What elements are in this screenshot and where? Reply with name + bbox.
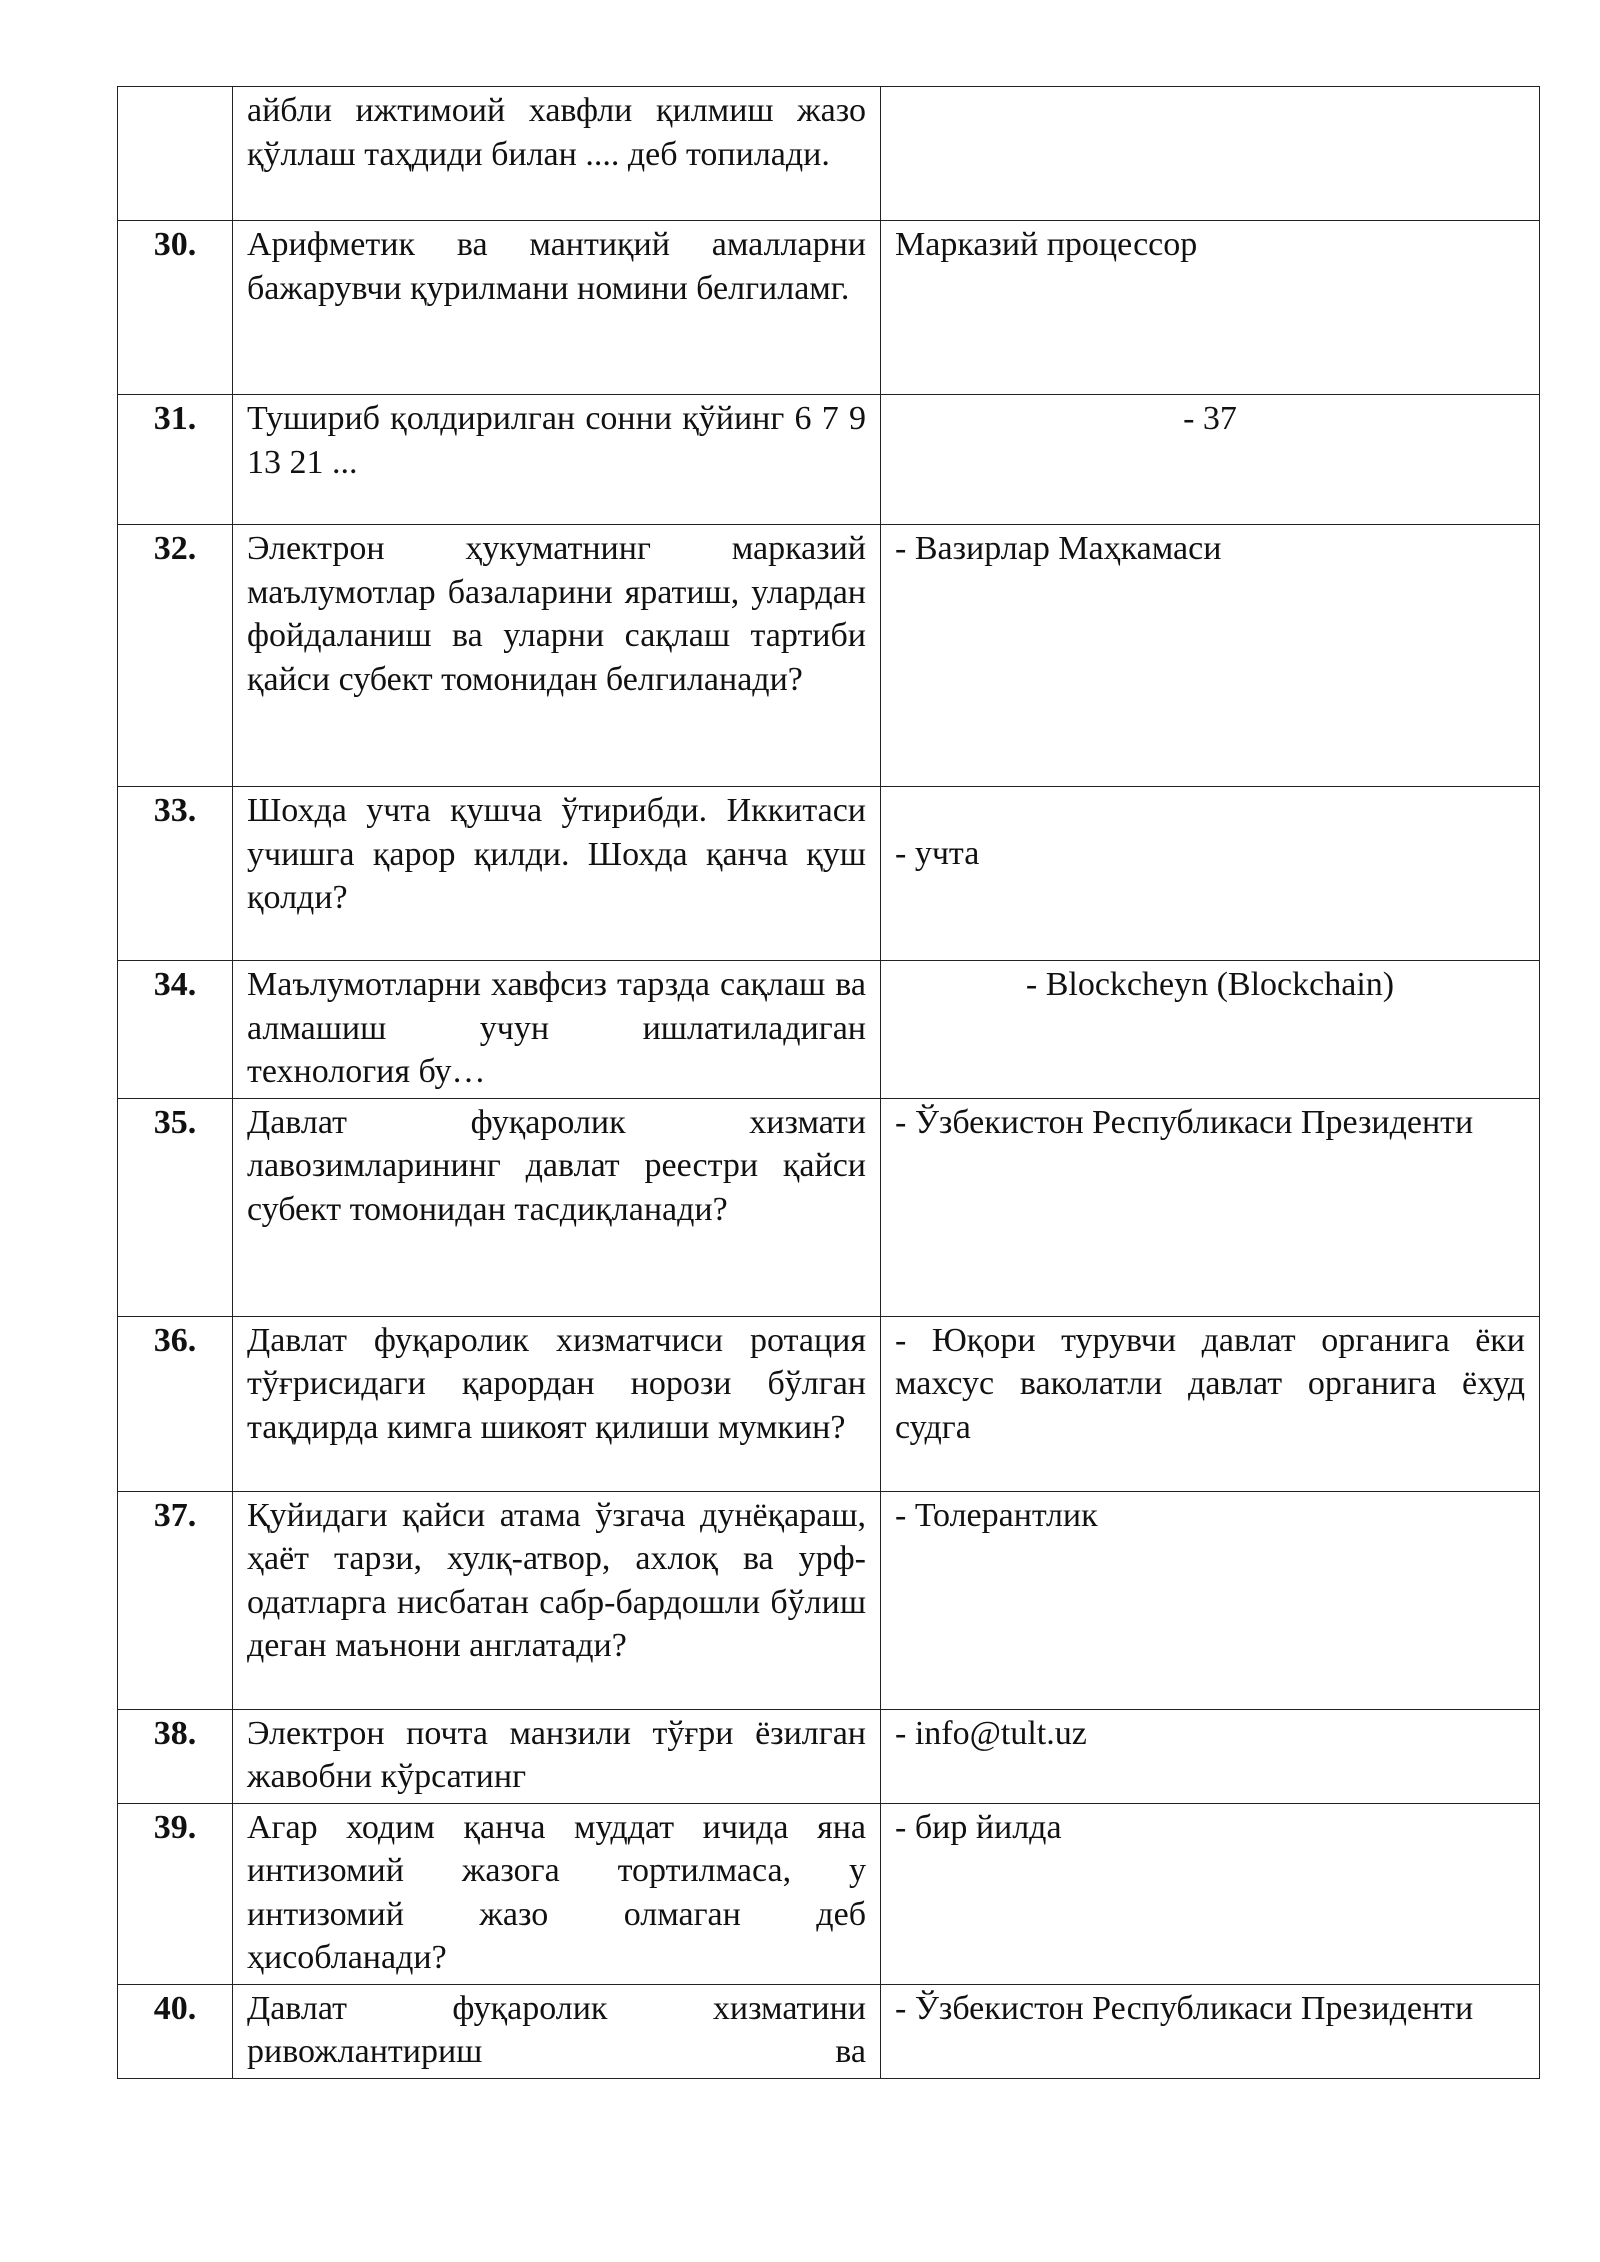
row-number: 39.: [118, 1803, 233, 1984]
row-number: 32.: [118, 525, 233, 787]
answer-cell: - бир йилда: [881, 1803, 1540, 1984]
question-cell: Электрон почта манзили тўғри ёзилган жавобни кўрсатинг: [233, 1709, 881, 1803]
questions-table: [117, 86, 1540, 2079]
answer-cell: - Ўзбекистон Республикаси Президенти: [881, 1098, 1540, 1316]
question-cell: Арифметик ва мантиқий амалларни бажарувчи қурилмани номини белгиламг.: [233, 221, 881, 395]
table-row: [118, 1098, 1540, 1316]
table-row: [118, 1984, 1540, 2078]
row-number: 31.: [118, 395, 233, 525]
table-row: [118, 961, 1540, 1099]
table-row: [118, 395, 1540, 525]
table-row: [118, 1316, 1540, 1491]
table-row: [118, 1709, 1540, 1803]
table-row: [118, 525, 1540, 787]
question-cell: Давлат фуқаролик хизматини ривожлантириш ва: [233, 1984, 881, 2078]
answer-cell: - 37: [881, 395, 1540, 525]
table-row: [118, 1491, 1540, 1709]
question-cell: Тушириб қолдирилган сонни қўйинг 6 7 9 13 21 ...: [233, 395, 881, 525]
answer-cell: Марказий процессор: [881, 221, 1540, 395]
answer-cell: - Юқори турувчи давлат органига ёки махсус ваколатли давлат органига ёхуд судга: [881, 1316, 1540, 1491]
row-number: 35.: [118, 1098, 233, 1316]
question-cell: Электрон ҳукуматнинг марказий маълумотлар базаларини яратиш, улардан фойдаланиш ва уларни сақлаш тартиби қайси субект томонидан белгиланади?: [233, 525, 881, 787]
table-row: [118, 1803, 1540, 1984]
row-number: 34.: [118, 961, 233, 1099]
answer-cell: - Толерантлик: [881, 1491, 1540, 1709]
question-cell: Давлат фуқаролик хизмати лавозимларининг давлат реестри қайси субект томонидан тасдиқланади?: [233, 1098, 881, 1316]
question-cell: Давлат фуқаролик хизматчиси ротация тўғрисидаги қарордан норози бўлган тақдирда кимга шикоят қилиши мумкин?: [233, 1316, 881, 1491]
answer-cell: - Blockcheyn (Blockchain): [881, 961, 1540, 1099]
row-number: 36.: [118, 1316, 233, 1491]
question-cell: Агар ходим қанча муддат ичида яна интизомий жазога тортилмаса, у интизомий жазо олмаган деб ҳисобланади?: [233, 1803, 881, 1984]
row-number: [118, 87, 233, 221]
table-row: [118, 87, 1540, 221]
table-row: [118, 221, 1540, 395]
answer-cell: [881, 87, 1540, 221]
question-cell: Қуйидаги қайси атама ўзгача дунёқараш, ҳаёт тарзи, хулқ-атвор, ахлоқ ва урф-одатларга нисбатан сабр-бардошли бўлиш деган маънони англатади?: [233, 1491, 881, 1709]
answer-text: - учта: [895, 835, 980, 872]
answer-cell: - info@tult.uz: [881, 1709, 1540, 1803]
answer-cell: [881, 787, 1540, 961]
row-number: 33.: [118, 787, 233, 961]
row-number: 30.: [118, 221, 233, 395]
answer-cell: - Ўзбекистон Республикаси Президенти: [881, 1984, 1540, 2078]
row-number: 38.: [118, 1709, 233, 1803]
question-cell: айбли ижтимоий хавфли қилмиш жазо қўллаш таҳдиди билан .... деб топилади.: [233, 87, 881, 221]
document-page: [117, 86, 1539, 2079]
row-number: 40.: [118, 1984, 233, 2078]
row-number: 37.: [118, 1491, 233, 1709]
answer-cell: - Вазирлар Маҳкамаси: [881, 525, 1540, 787]
table-row: [118, 787, 1540, 961]
question-cell: Маълумотларни хавфсиз тарзда сақлаш ва алмашиш учун ишлатиладиган технология бу…: [233, 961, 881, 1099]
question-cell: Шохда учта қушча ўтирибди. Иккитаси учишга қарор қилди. Шохда қанча қуш қолди?: [233, 787, 881, 961]
